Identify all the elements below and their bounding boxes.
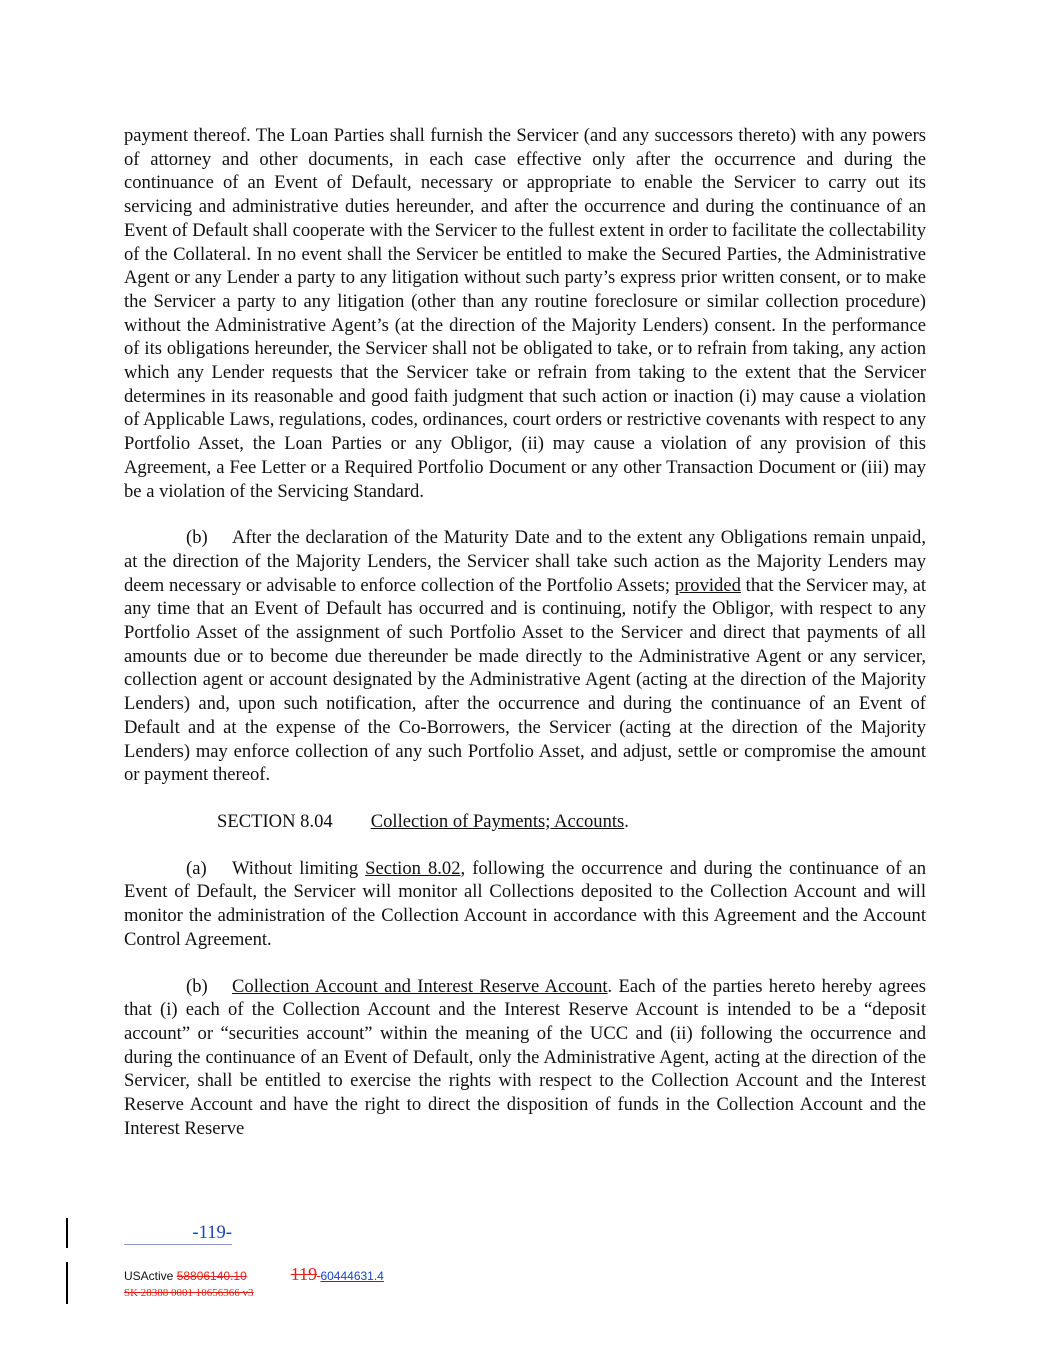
inserted-doc-id: 60444631.4 — [320, 1269, 384, 1283]
section-number: SECTION 8.04 — [217, 810, 333, 832]
paragraph-b-enforcement: (b) After the declaration of the Maturity Date and to the extent any Obligations remain unpaid, at the direction of the Majority Lenders, the Servicer shall take such action as the Majority Lenders may deem necessary or advisable to enforce collection of the Portfolio Assets; provided that the Servicer may, at any time that an Event of Default has occurred and is continuing, notify the Obligor, with respect to any Portfolio Asset of the assignment of such Portfolio Asset to the Servicer and direct that payments of all amounts due or to become due thereunder be made directly to the Administrative Agent or any servicer, collection agent or account designated by the Administrative Agent (acting at the direction of the Majority Lenders) and, upon such notification, after the occurrence and during the continuance of an Event of Default and at the expense of the Co-Borrowers, the Servicer (acting at the direction of the Majority Lenders) may enforce collection of any such Portfolio Asset, and adjust, settle or compromise the amount or payment thereof. — [124, 527, 926, 786]
deleted-page-number: 119 — [290, 1264, 318, 1284]
clause-label: (a) — [186, 857, 207, 879]
page-number: -119- — [124, 1222, 232, 1245]
section-reference: Section 8.02 — [365, 857, 461, 879]
paragraph-continuation: payment thereof. The Loan Parties shall furnish the Servicer (and any successors thereto) with any powers of attorney and other documents, in each case effective only after the occurrence and during the continuance of an Event of Default, necessary or appropriate to enable the Servicer to carry out its servicing and administrative duties hereunder, and after the occurrence and during the continuance of an Event of Default shall cooperate with the Servicer to the fullest extent in order to facilitate the collectability of the Collateral. In no event shall the Servicer be entitled to make the Secured Parties, the Administrative Agent or any Lender a party to any litigation without such party’s express prior written consent, or to make the Servicer a party to any litigation (other than any routine foreclosure or similar collection procedure) without the Administrative Agent’s (at the direction of the Majority Lenders) consent. In the performance of its obligations hereunder, the Servicer shall not be obligated to take, or to refrain from taking, any action which any Lender requests that the Servicer take or refrain from taking to the extent that the Servicer determines in its reasonable and good faith judgment that such action or inaction (i) may cause a violation of Applicable Laws, regulations, codes, ordinances, court orders or restrictive covenants with respect to any Portfolio Asset, the Loan Parties or any Obligor, (ii) may cause a violation of any provision of this Agreement, a Fee Letter or a Required Portfolio Document or any other Transaction Document or (iii) may be a violation of the Servicing Standard. — [124, 125, 926, 502]
document-body — [124, 124, 926, 1140]
clause-label: (b) — [186, 527, 208, 549]
section-title: Collection of Payments; Accounts — [370, 810, 625, 832]
section-heading: SECTION 8.04 Collection of Payments; Accounts. — [217, 810, 629, 832]
footer-doc-id: USActive 58806140.10 119 60444631.4 — [124, 1264, 384, 1284]
revision-bar — [66, 1262, 68, 1304]
clause-heading: Collection Account and Interest Reserve Account — [232, 975, 608, 997]
deleted-footer-line: SK 28388 0001 10656366 v3 — [124, 1287, 254, 1299]
paragraph-b-accounts: (b) Collection Account and Interest Reserve Account. Each of the parties hereto hereby agrees that (i) each of the Collection Account and the Interest Reserve Account is intended to be a “deposit account” or “securities account” within the meaning of the UCC and (ii) following the occurrence and during the continuance of an Event of Default, only the Administrative Agent, acting at the direction of the Servicer, shall be entitled to exercise the rights with respect to the Collection Account and the Interest Reserve Account and have the right to direct the disposition of funds in the Collection Account and the Interest Reserve — [124, 975, 926, 1139]
revision-bar — [66, 1218, 68, 1248]
clause-label: (b) — [186, 975, 208, 997]
paragraph-a-monitoring: (a) Without limiting Section 8.02, following the occurrence and during the continuance of an Event of Default, the Servicer will monitor all Collections deposited to the Collection Account and will monitor the administration of the Collection Account in accordance with this Agreement and the Account Control Agreement. — [124, 857, 926, 950]
deleted-doc-id: 58806140.10 — [176, 1269, 247, 1283]
provided-term: provided — [674, 574, 741, 596]
